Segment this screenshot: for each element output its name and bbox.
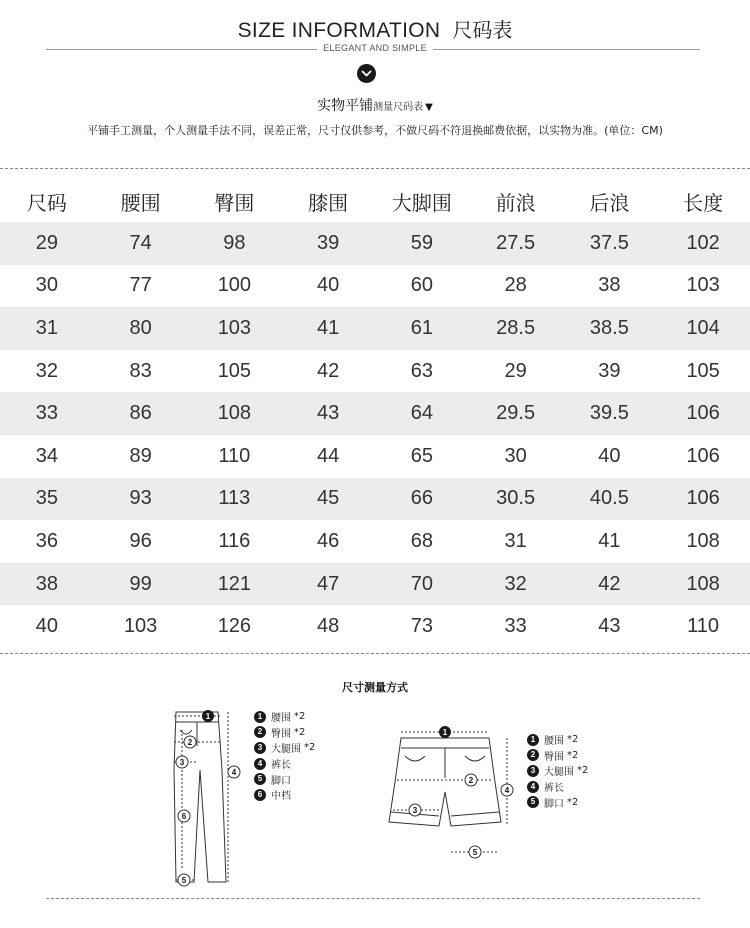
shorts-diagram [385, 722, 515, 862]
legend-number-marker: 6 [254, 789, 266, 801]
table-row [0, 392, 750, 435]
table-row [0, 563, 750, 606]
table-cell: 28 [504, 274, 527, 297]
table-cell: 102 [656, 222, 750, 265]
svg-text:2: 2 [187, 738, 193, 747]
legend-item [254, 725, 315, 741]
legend-multiplier: *2 [294, 711, 306, 723]
shorts-marker-3 [409, 804, 421, 816]
pants-marker-5 [178, 874, 190, 886]
table-cell: 41 [281, 307, 375, 350]
header-hip: 臀围 [214, 190, 255, 215]
legend-label: 大腿围 [271, 744, 301, 756]
heading-main: 实物平铺 [317, 98, 374, 114]
legend-label: 腰围 [544, 736, 564, 748]
divider-bottom [46, 898, 700, 899]
table-cell: 70 [375, 563, 469, 606]
header-back-rise: 后浪 [589, 190, 630, 215]
svg-text:3: 3 [412, 806, 418, 815]
heading-small: 测量尺码表 [373, 102, 424, 113]
legend-item [527, 748, 588, 764]
table-cell: 40 [35, 615, 58, 638]
header-front-rise: 前浪 [495, 190, 536, 215]
table-cell: 31 [0, 307, 94, 350]
legend-multiplier: *2 [567, 734, 579, 746]
table-cell: 38 [598, 274, 621, 297]
table-cell: 42 [317, 359, 340, 382]
header-knee: 膝围 [308, 190, 349, 215]
legend-multiplier: *2 [567, 749, 579, 761]
legend-number-marker: 1 [527, 734, 539, 746]
legend-item [254, 740, 315, 756]
table-row [0, 350, 750, 393]
method-title: 尺寸测量方式 [342, 681, 408, 694]
table-cell: 28.5 [469, 307, 563, 350]
legend-item [254, 771, 315, 787]
subtitle [0, 43, 750, 53]
section-heading [0, 95, 750, 115]
legend-multiplier: *2 [294, 726, 306, 738]
table-cell: 32 [35, 359, 58, 382]
table-cell: 106 [686, 444, 720, 467]
table-cell: 100 [217, 274, 252, 297]
table-cell: 33 [0, 392, 94, 435]
legend-item [527, 779, 588, 795]
svg-text:6: 6 [181, 812, 187, 821]
shorts-legend [527, 732, 588, 810]
table-cell: 27.5 [469, 222, 563, 265]
table-cell: 41 [598, 529, 621, 552]
table-cell: 96 [129, 529, 152, 552]
legend-item [527, 794, 588, 810]
table-cell: 37.5 [563, 222, 657, 265]
legend-item [527, 763, 588, 779]
legend-item [254, 787, 315, 803]
shorts-cuff-right [451, 812, 499, 816]
shorts-pocket-right [465, 756, 485, 761]
table-cell: 40.5 [563, 478, 657, 521]
table-cell: 105 [686, 359, 720, 382]
legend-number-marker: 4 [254, 758, 266, 770]
page-title [0, 14, 750, 43]
table-cell: 98 [188, 222, 282, 265]
legend-number-marker: 5 [254, 773, 266, 785]
table-cell: 73 [410, 615, 433, 638]
table-cell: 39.5 [563, 392, 657, 435]
shorts-marker-5 [469, 846, 481, 858]
table-cell: 40 [598, 444, 621, 467]
table-cell: 30 [504, 444, 527, 467]
legend-item [254, 709, 315, 725]
divider-middle [0, 653, 750, 654]
table-cell: 108 [686, 529, 720, 552]
header-size: 尺码 [26, 190, 67, 215]
table-cell: 83 [129, 359, 152, 382]
table-cell: 63 [410, 359, 433, 382]
legend-number-marker: 2 [254, 726, 266, 738]
pants-outline [174, 712, 226, 882]
table-cell: 104 [656, 307, 750, 350]
table-cell: 43 [598, 615, 621, 638]
table-cell: 44 [317, 444, 340, 467]
table-cell: 38 [0, 563, 94, 606]
pants-marker-2 [184, 736, 196, 748]
legend-label: 臀围 [544, 751, 564, 763]
table-cell: 31 [504, 529, 527, 552]
table-cell: 43 [281, 392, 375, 435]
triangle-down-icon: ▼ [425, 102, 433, 113]
header-waist: 腰围 [120, 190, 161, 215]
table-cell: 47 [281, 563, 375, 606]
legend-label: 裤长 [544, 783, 564, 795]
svg-text:2: 2 [468, 776, 474, 785]
table-cell: 106 [656, 478, 750, 521]
table-cell: 80 [94, 307, 188, 350]
legend-number-marker: 5 [527, 796, 539, 808]
legend-label: 裤长 [271, 760, 291, 772]
table-row [0, 265, 750, 308]
size-table [0, 180, 750, 648]
table-cell: 113 [188, 478, 282, 521]
table-cell: 48 [317, 615, 340, 638]
shorts-marker-4 [501, 784, 513, 796]
shorts-marker-2 [465, 774, 477, 786]
table-cell: 40 [317, 274, 340, 297]
legend-label: 脚口 [271, 775, 291, 787]
table-cell: 30.5 [469, 478, 563, 521]
table-cell: 30 [35, 274, 58, 297]
svg-text:1: 1 [442, 728, 448, 737]
table-row [0, 307, 750, 350]
measurement-note: 平铺手工测量，个人测量手法不同，误差正常，尺寸仅供参考，不做尺码不符退换邮费依据，以实物为准。(单位：CM) [87, 124, 663, 137]
legend-label: 中档 [271, 791, 291, 803]
table-cell: 33 [504, 615, 527, 638]
table-cell: 29 [504, 359, 527, 382]
pants-marker-4 [228, 766, 240, 778]
table-cell: 110 [687, 615, 720, 638]
legend-label: 大腿围 [544, 767, 574, 779]
divider-top [0, 168, 750, 169]
legend-number-marker: 3 [527, 765, 539, 777]
table-cell: 42 [563, 563, 657, 606]
pants-legend [254, 709, 315, 803]
table-cell: 39 [281, 222, 375, 265]
header-leg-opening: 大脚围 [391, 190, 452, 215]
legend-multiplier: *2 [577, 765, 589, 777]
table-cell: 108 [656, 563, 750, 606]
table-row [0, 605, 750, 648]
title-chinese: 尺码表 [452, 18, 513, 42]
legend-label: 腰围 [271, 713, 291, 725]
legend-label: 臀围 [271, 728, 291, 740]
pants-diagram [162, 700, 252, 890]
table-cell: 110 [218, 444, 251, 467]
svg-text:1: 1 [205, 712, 211, 721]
legend-number-marker: 4 [527, 781, 539, 793]
legend-item [527, 732, 588, 748]
table-cell: 74 [94, 222, 188, 265]
legend-multiplier: *2 [567, 796, 579, 808]
table-cell: 89 [129, 444, 152, 467]
legend-label: 脚口 [544, 798, 564, 810]
table-cell: 61 [375, 307, 469, 350]
table-row [0, 520, 750, 563]
pants-marker-3 [176, 756, 188, 768]
table-cell: 86 [94, 392, 188, 435]
svg-text:5: 5 [472, 848, 478, 857]
table-cell: 39 [598, 359, 621, 382]
header-length: 长度 [683, 190, 724, 215]
legend-number-marker: 1 [254, 711, 266, 723]
table-cell: 64 [375, 392, 469, 435]
table-row [0, 478, 750, 521]
table-cell: 77 [129, 274, 152, 297]
table-cell: 99 [94, 563, 188, 606]
table-cell: 34 [35, 444, 58, 467]
legend-multiplier: *2 [304, 742, 316, 754]
table-cell: 66 [375, 478, 469, 521]
table-cell: 93 [94, 478, 188, 521]
table-cell: 103 [686, 274, 720, 297]
table-cell: 103 [123, 615, 158, 638]
table-cell: 108 [188, 392, 282, 435]
shorts-pocket-left [405, 756, 425, 761]
pants-marker-6 [178, 810, 190, 822]
table-cell: 68 [410, 529, 433, 552]
table-cell: 46 [317, 529, 340, 552]
table-cell: 103 [188, 307, 282, 350]
table-header-row [0, 180, 750, 222]
title-english: SIZE INFORMATION [237, 19, 441, 42]
legend-number-marker: 3 [254, 742, 266, 754]
table-cell: 45 [281, 478, 375, 521]
table-row [0, 435, 750, 478]
svg-text:5: 5 [181, 876, 187, 885]
table-cell: 29 [0, 222, 94, 265]
table-cell: 59 [375, 222, 469, 265]
table-cell: 38.5 [563, 307, 657, 350]
table-row [0, 222, 750, 265]
table-cell: 105 [217, 359, 252, 382]
table-cell: 126 [217, 615, 252, 638]
table-cell: 60 [410, 274, 433, 297]
table-cell: 32 [469, 563, 563, 606]
table-cell: 36 [35, 529, 58, 552]
table-cell: 121 [188, 563, 282, 606]
table-cell: 35 [0, 478, 94, 521]
svg-text:4: 4 [504, 786, 510, 795]
shorts-marker-1 [439, 726, 451, 738]
table-cell: 29.5 [469, 392, 563, 435]
table-cell: 106 [656, 392, 750, 435]
pants-marker-1 [202, 710, 214, 722]
chevron-down-icon [357, 64, 376, 83]
legend-number-marker: 2 [527, 749, 539, 761]
table-cell: 116 [218, 529, 251, 552]
svg-text:4: 4 [231, 768, 237, 777]
table-cell: 65 [410, 444, 433, 467]
table-body [0, 222, 750, 648]
subtitle-text: ELEGANT AND SIMPLE [317, 43, 433, 53]
svg-text:3: 3 [179, 758, 185, 767]
legend-item [254, 756, 315, 772]
